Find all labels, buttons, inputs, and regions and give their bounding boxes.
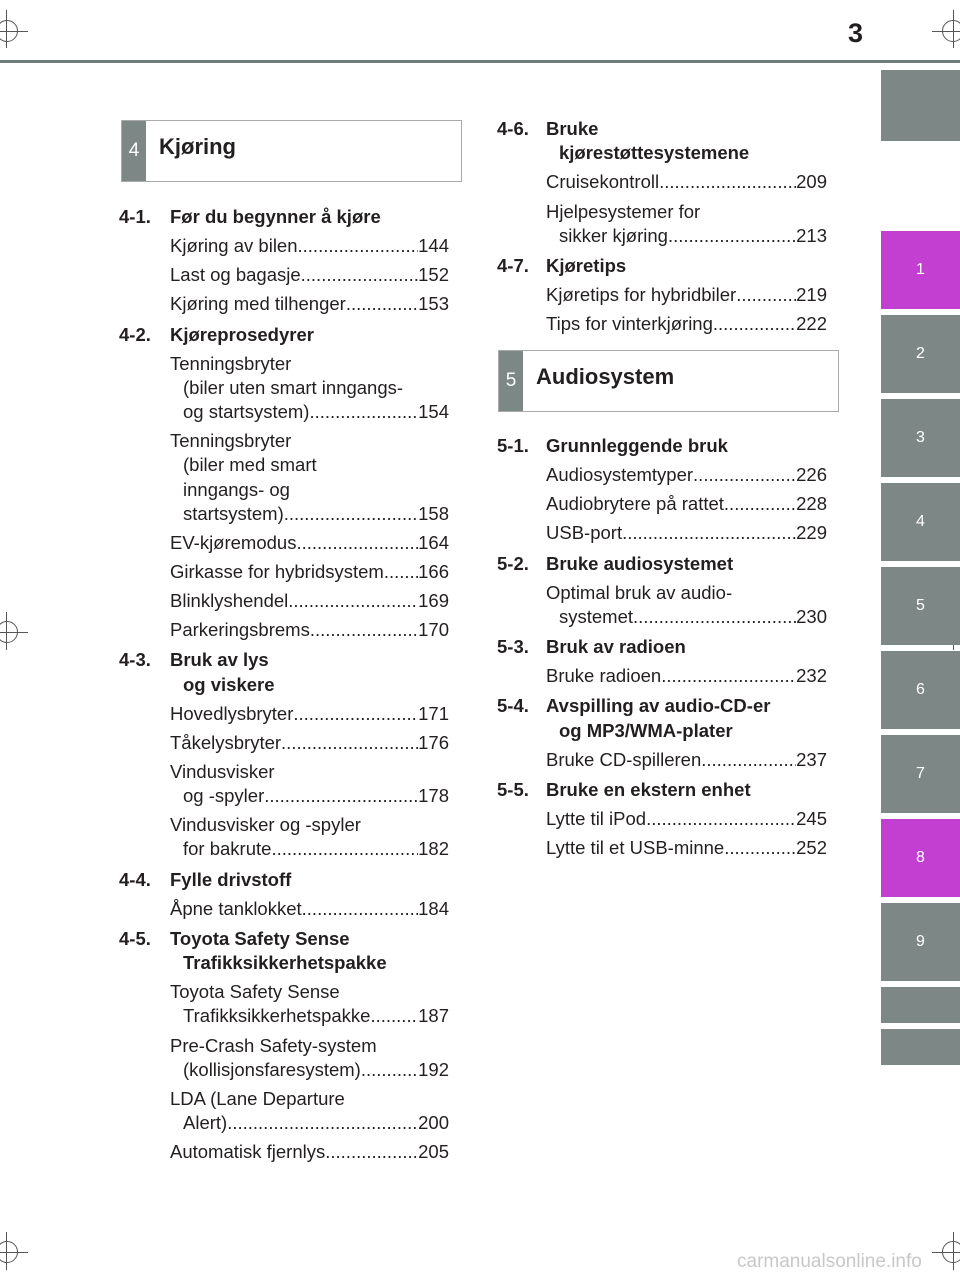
tab-9[interactable]: 9 (881, 903, 960, 981)
tab-blank-a[interactable] (881, 987, 960, 1023)
tab-3[interactable]: 3 (881, 399, 960, 477)
toc-entry-label: og -spyler (183, 785, 265, 807)
toc-leader-dots (646, 807, 796, 831)
toc-entry-label: Last og bagasje (170, 264, 301, 286)
toc-entry-label: EV-kjøremodus (170, 531, 297, 553)
toc-entry-line: Vindusvisker og -spyler (170, 814, 361, 836)
toc-entry[interactable] (546, 521, 827, 545)
toc-leader-dots (633, 605, 796, 629)
toc-page-number: 229 (796, 522, 827, 544)
toc-leader-dots (301, 263, 418, 287)
toc-leader-dots (284, 502, 418, 526)
toc-page-number: 158 (418, 502, 449, 524)
toc-entry-label: USB-port (546, 522, 623, 544)
section-number: 5 (499, 351, 523, 411)
toc-leader-dots (310, 618, 418, 642)
toc-group-title: Bruk av radioen (546, 636, 686, 657)
toc-entry[interactable] (170, 589, 449, 613)
toc-page-number: 205 (418, 1141, 449, 1163)
toc-group-title: Grunnleggende bruk (546, 435, 728, 456)
toc-entry[interactable] (170, 1140, 449, 1164)
toc-entry-label: Audiobrytere på rattet (546, 493, 724, 515)
toc-entry[interactable] (170, 263, 449, 287)
toc-group-title: Kjøretips (546, 254, 627, 276)
toc-entry-label: Girkasse for hybridsystem (170, 561, 384, 582)
toc-page-number: 166 (418, 561, 449, 582)
toc-page-number: 232 (796, 665, 827, 687)
toc-leader-dots (384, 560, 418, 584)
toc-page-number: 170 (418, 619, 449, 641)
toc-group-title: Kjøreprosedyrer (170, 323, 314, 345)
toc-group-title: Bruke (546, 118, 599, 139)
toc-entry[interactable] (170, 897, 449, 921)
toc-leader-dots (298, 234, 419, 258)
toc-entry[interactable] (546, 748, 827, 772)
toc-group-code: 4-4. (119, 868, 151, 890)
toc-entry[interactable] (546, 492, 827, 516)
toc-leader-dots (724, 492, 796, 516)
toc-entry-line: Pre-Crash Safety-system (170, 1034, 377, 1056)
toc-entry-label: Audiosystemtyper (546, 464, 694, 486)
toc-group-title: og viskere (183, 673, 275, 695)
tab-6[interactable]: 6 (881, 651, 960, 729)
toc-leader-dots (668, 224, 796, 248)
toc-entry-label: (kollisjonsfaresystem) (183, 1058, 361, 1080)
toc-page-number: 152 (418, 264, 449, 286)
watermark: carmanualsonline.info (737, 1251, 922, 1272)
page-number: 3 (848, 18, 864, 48)
toc-page-number: 230 (796, 605, 827, 627)
header-rule (0, 60, 960, 63)
toc-group-title: Trafikksikkerhetspakke (183, 952, 387, 973)
toc-entry-label: Tips for vinterkjøring (546, 313, 713, 335)
toc-page-number: 213 (796, 224, 827, 246)
toc-entry[interactable] (546, 807, 827, 831)
toc-entry[interactable] (559, 224, 827, 248)
toc-entry-line: Hjelpesystemer for (546, 200, 701, 222)
toc-entry-line: inngangs- og (183, 478, 290, 500)
toc-leader-dots (661, 664, 796, 688)
toc-entry-label: for bakrute (183, 838, 272, 860)
toc-entry-label: Trafikksikkerhetspakke (183, 1005, 371, 1027)
toc-entry[interactable] (183, 1111, 449, 1135)
toc-entry-line: LDA (Lane Departure (170, 1087, 345, 1109)
toc-leader-dots (227, 1111, 418, 1135)
toc-leader-dots (325, 1140, 418, 1164)
toc-page-number: 222 (796, 313, 827, 335)
section-4-header (121, 120, 462, 182)
toc-entry[interactable] (170, 618, 449, 642)
toc-entry-label: Automatisk fjernlys (170, 1141, 326, 1163)
toc-page-number: 171 (418, 702, 449, 724)
tab-2[interactable]: 2 (881, 315, 960, 393)
toc-page-number: 209 (796, 171, 827, 193)
toc-entry-label: Åpne tanklokket (170, 897, 302, 919)
toc-entry[interactable] (546, 312, 827, 336)
toc-group-code: 4-1. (119, 206, 151, 227)
toc-group-code: 5-5. (497, 778, 529, 800)
toc-page-number: 164 (418, 531, 449, 553)
toc-entry[interactable] (546, 170, 827, 194)
toc-group-title: Fylle drivstoff (170, 868, 292, 890)
toc-page-number: 219 (796, 284, 827, 305)
toc-page-number: 153 (418, 293, 449, 315)
toc-group-code: 5-2. (497, 552, 529, 574)
toc-entry-line: Tenningsbryter (170, 430, 292, 452)
tab-blank-b[interactable] (881, 1029, 960, 1065)
toc-entry-label: Kjøring med tilhenger (170, 293, 346, 315)
toc-leader-dots (724, 836, 796, 860)
tab-7[interactable]: 7 (881, 735, 960, 813)
toc-page-number: 200 (418, 1112, 449, 1133)
tab-8[interactable]: 8 (881, 819, 960, 897)
toc-page-number: 252 (796, 837, 827, 859)
toc-leader-dots (346, 292, 418, 316)
toc-leader-dots (370, 1004, 418, 1028)
toc-entry-line: Toyota Safety Sense (170, 981, 340, 1003)
toc-group-title: Toyota Safety Sense (170, 927, 350, 949)
toc-leader-dots (693, 463, 796, 487)
toc-entry[interactable] (546, 664, 827, 688)
toc-entry[interactable] (546, 836, 827, 860)
toc-page-number: 182 (418, 838, 449, 860)
toc-group-title: og MP3/WMA-plater (559, 719, 733, 741)
toc-group-code: 4-3. (119, 649, 151, 671)
toc-entry-label: og startsystem) (183, 401, 310, 423)
toc-leader-dots (264, 784, 418, 808)
toc-leader-dots (293, 702, 418, 726)
toc-entry-label: Kjøring av bilen (170, 235, 298, 257)
toc-entry-label: Lytte til et USB-minne (546, 837, 725, 859)
section-title: Kjøring (159, 134, 236, 159)
toc-entry-label: Lytte til iPod (546, 808, 647, 829)
toc-group-title: Avspilling av audio-CD-er (546, 695, 771, 717)
toc-group-code: 4-7. (497, 254, 529, 276)
toc-entry[interactable] (170, 702, 449, 726)
section-number: 4 (122, 121, 146, 181)
toc-entry-line: Optimal bruk av audio- (546, 581, 733, 603)
toc-entry-line: (biler med smart (183, 454, 317, 476)
toc-page-number: 245 (796, 808, 827, 829)
toc-group-code: 5-1. (497, 435, 529, 456)
tab-blank-top[interactable] (881, 70, 960, 141)
section-5-header (498, 350, 839, 412)
toc-leader-dots (361, 1058, 418, 1082)
tab-1[interactable]: 1 (881, 231, 960, 309)
toc-page-number: 187 (418, 1005, 449, 1027)
toc-entry[interactable] (170, 531, 449, 555)
toc-entry[interactable] (183, 400, 449, 424)
toc-entry[interactable] (170, 234, 449, 258)
toc-entry-label: Tåkelysbryter (170, 731, 282, 753)
toc-group-title: Bruke audiosystemet (546, 552, 734, 574)
toc-page-number: 228 (796, 493, 827, 515)
toc-entry[interactable] (546, 283, 827, 307)
toc-entry[interactable] (183, 502, 449, 526)
toc-page-number: 176 (418, 731, 449, 753)
toc-leader-dots (281, 731, 418, 755)
toc-entry-label: Blinklyshendel (170, 590, 289, 612)
toc-leader-dots (736, 283, 796, 307)
toc-leader-dots (288, 589, 418, 613)
toc-entry[interactable] (183, 1004, 449, 1028)
toc-leader-dots (309, 400, 418, 424)
toc-entry[interactable] (170, 292, 449, 316)
tab-5[interactable]: 5 (881, 567, 960, 645)
toc-leader-dots (713, 312, 796, 336)
section-title: Audiosystem (536, 364, 675, 389)
toc-entry-line: Vindusvisker (170, 760, 275, 782)
toc-entry[interactable] (183, 784, 449, 808)
toc-entry-line: (biler uten smart inngangs- (183, 376, 404, 398)
toc-page-number: 192 (418, 1058, 449, 1080)
toc-group-title: kjørestøttesystemene (559, 142, 750, 164)
toc-entry-label: systemet (559, 605, 634, 627)
toc-page-number: 237 (796, 748, 827, 770)
toc-entry[interactable] (170, 560, 449, 584)
toc-page-number: 226 (796, 464, 827, 486)
toc-entry-label: sikker kjøring (559, 224, 668, 246)
toc-entry-line: Tenningsbryter (170, 352, 292, 374)
toc-entry[interactable] (170, 731, 449, 755)
toc-entry-label: Parkeringsbrems (170, 619, 310, 641)
toc-leader-dots (271, 837, 418, 861)
toc-leader-dots (296, 531, 418, 555)
toc-entry-label: Alert) (183, 1112, 228, 1133)
toc-group-code: 5-3. (497, 636, 529, 657)
toc-page-number: 178 (418, 785, 449, 807)
toc-group-title: Bruke en ekstern enhet (546, 778, 751, 800)
toc-group-title: Før du begynner å kjøre (170, 206, 381, 227)
toc-group-code: 4-6. (497, 118, 529, 139)
toc-group-code: 4-2. (119, 323, 151, 345)
toc-entry[interactable] (183, 837, 449, 861)
toc-entry[interactable] (183, 1058, 449, 1082)
toc-entry-label: startsystem) (183, 502, 284, 524)
toc-page-number: 184 (418, 897, 449, 919)
toc-entry-label: Bruke radioen (546, 665, 662, 687)
toc-entry[interactable] (546, 463, 827, 487)
tab-4[interactable]: 4 (881, 483, 960, 561)
toc-page-number: 169 (418, 590, 449, 612)
toc-group-title: Bruk av lys (170, 649, 269, 671)
toc-page-number: 144 (418, 235, 449, 257)
toc-entry[interactable] (559, 605, 827, 629)
toc-page-number: 154 (418, 401, 449, 423)
toc-leader-dots (701, 748, 796, 772)
toc-entry-label: Cruisekontroll (546, 171, 660, 193)
toc-group-code: 4-5. (119, 927, 151, 949)
toc-leader-dots (622, 521, 796, 545)
toc-entry-label: Kjøretips for hybridbiler (546, 284, 737, 305)
toc-leader-dots (302, 897, 418, 921)
toc-group-code: 5-4. (497, 695, 529, 717)
toc-entry-label: Hovedlysbryter (170, 702, 294, 724)
toc-leader-dots (659, 170, 796, 194)
toc-entry-label: Bruke CD-spilleren (546, 748, 702, 770)
